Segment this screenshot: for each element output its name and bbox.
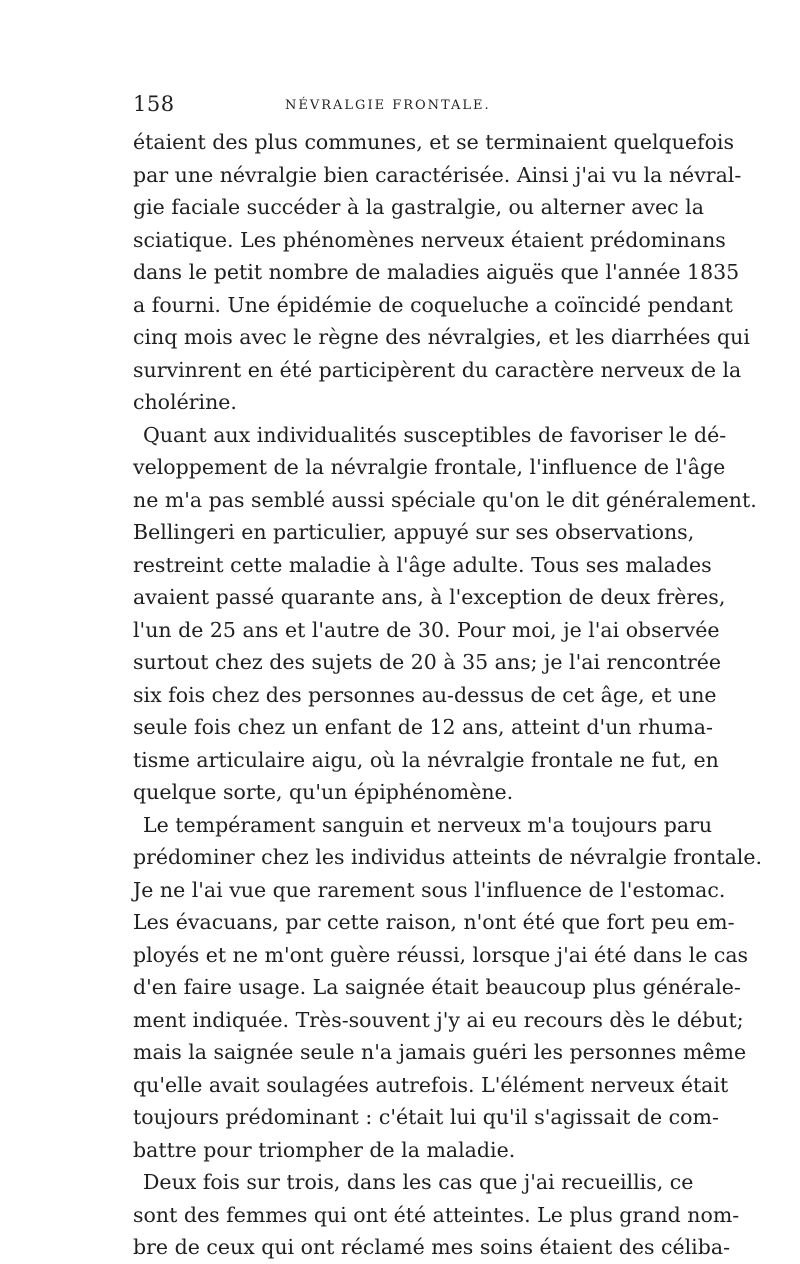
- text-line: Je ne l'ai vue que rarement sous l'influence de l'estomac.: [133, 877, 726, 902]
- text-line: cinq mois avec le règne des névralgies, et les diarrhées qui: [133, 325, 750, 349]
- text-line: restreint cette maladie à l'âge adulte. Tous ses malades: [133, 552, 712, 577]
- paragraph-start-line: Le tempérament sanguin et nerveux m'a toujours paru: [143, 812, 713, 837]
- page-header: [133, 92, 663, 122]
- text-line: ment indiquée. Très-souvent j'y ai eu recours dès le début;: [133, 1007, 744, 1032]
- text-line: surtout chez des sujets de 20 à 35 ans; je l'ai rencontrée: [133, 650, 722, 674]
- text-line: sciatique. Les phénomènes nerveux étaient prédominans: [133, 227, 726, 252]
- text-line: six fois chez des personnes au-dessus de cet âge, et une: [133, 682, 717, 707]
- text-line: ployés et ne m'ont guère réussi, lorsque j'ai été dans le cas: [133, 942, 749, 967]
- text-line: veloppement de la névralgie frontale, l'influence de l'âge: [133, 455, 726, 479]
- text-line: toujours prédominant : c'était lui qu'il s'agissait de com-: [133, 1105, 719, 1129]
- text-line: sont des femmes qui ont été atteintes. Le plus grand nom-: [133, 1202, 740, 1227]
- text-line: d'en faire usage. La saignée était beaucoup plus générale-: [133, 975, 741, 999]
- body-text: [133, 126, 763, 1264]
- text-line: prédominer chez les individus atteints de névralgie frontale.: [133, 845, 763, 869]
- text-line: Bellingeri en particulier, appuyé sur ses observations,: [133, 520, 695, 544]
- text-line: dans le petit nombre de maladies aiguës que l'année 1835: [133, 260, 740, 284]
- text-line: ne m'a pas semblé aussi spéciale qu'on le dit généralement.: [133, 487, 757, 512]
- text-line: qu'elle avait soulagées autrefois. L'élément nerveux était: [133, 1072, 729, 1097]
- text-line: par une névralgie bien caractérisée. Ainsi j'ai vu la névral-: [133, 162, 742, 187]
- text-line: étaient des plus communes, et se terminaient quelquefois: [133, 130, 735, 154]
- text-line: l'un de 25 ans et l'autre de 30. Pour moi, je l'ai observée: [133, 617, 720, 642]
- text-line: gie faciale succéder à la gastralgie, ou alterner avec la: [133, 195, 704, 219]
- paragraph-start-line: Quant aux individualités susceptibles de favoriser le dé-: [143, 422, 727, 447]
- text-line: avaient passé quarante ans, à l'exception de deux frères,: [133, 585, 726, 609]
- text-line: bre de ceux qui ont réclamé mes soins étaient des céliba-: [133, 1235, 731, 1259]
- text-line: quelque sorte, qu'un épiphénomène.: [133, 780, 514, 804]
- running-title: NÉVRALGIE FRONTALE.: [285, 98, 491, 113]
- text-line: seule fois chez un enfant de 12 ans, atteint d'un rhuma-: [133, 715, 713, 739]
- paragraph-start-line: Deux fois sur trois, dans les cas que j'ai recueillis, ce: [143, 1170, 694, 1194]
- text-line: battre pour triompher de la maladie.: [133, 1137, 516, 1162]
- text-line: a fourni. Une épidémie de coqueluche a coïncidé pendant: [133, 292, 733, 317]
- text-line: tisme articulaire aigu, où la névralgie frontale ne fut, en: [133, 747, 719, 772]
- text-line: cholérine.: [133, 390, 237, 414]
- page-number: 158: [133, 92, 175, 116]
- text-line: mais la saignée seule n'a jamais guéri les personnes même: [133, 1040, 747, 1064]
- text-line: survinrent en été participèrent du caractère nerveux de la: [133, 357, 742, 382]
- text-line: Les évacuans, par cette raison, n'ont été que fort peu em-: [133, 910, 735, 934]
